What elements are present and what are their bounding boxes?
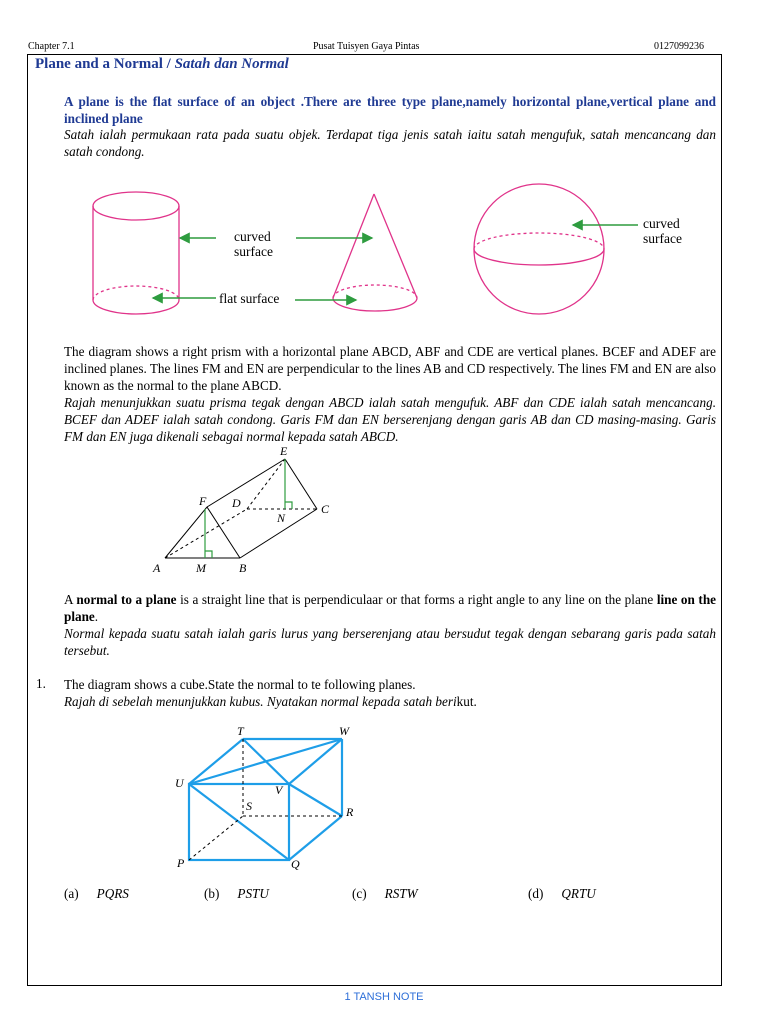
header-phone: 0127099236 xyxy=(654,41,704,52)
line-on-plane-term: line on the plane xyxy=(64,592,717,624)
flat-surface-label: flat surface xyxy=(219,291,280,306)
prism-text-malay: Rajah menunjukkan suatu prisma tegak dengan ABCD ialah satah mengufuk. ABF dan CDE ialah satah mencancang. BCEF dan ADEF ialah satah condong. Garis FM dan EN berserenjang dengan garis AB dan CD masing-masing. Garis FM dan EN juga dikenali sebagai normal kepada satah ABCD. xyxy=(64,395,716,444)
curved-surface-right-label-1: curved xyxy=(643,216,680,231)
prism-label-n: N xyxy=(277,511,286,525)
normal-definition-malay: Normal kepada suatu satah ialah garis lurus yang berserenjang atau bersudut tegak dengan sebarang garis pada satah tersebut. xyxy=(64,626,716,658)
title-en: Plane and a Normal / xyxy=(35,56,175,72)
prism-label-c: C xyxy=(321,502,330,516)
cylinder-shape xyxy=(93,192,179,314)
solids-figure xyxy=(60,180,720,330)
question-malay: Rajah di sebelah menunjukkan kubus. Nyatakan normal kepada satah berikut. xyxy=(64,694,477,709)
cube-label-w: W xyxy=(339,724,349,738)
prism-label-d: D xyxy=(232,496,241,510)
cone-shape xyxy=(333,194,417,311)
intro-english: A plane is the flat surface of an object .There are three type plane,namely horizontal plane,vertical plane and inclined plane xyxy=(64,94,716,126)
option-d: (d) QRTU xyxy=(528,886,596,901)
cube-label-s: S xyxy=(246,799,252,813)
header-center: Pusat Tuisyen Gaya Pintas xyxy=(313,41,420,52)
title-ms: Satah dan Normal xyxy=(174,56,289,72)
normal-term: normal to a plane xyxy=(76,592,177,607)
page-title xyxy=(35,56,289,73)
question-number: 1. xyxy=(36,676,46,691)
cube-figure xyxy=(170,722,370,872)
intro-malay: Satah ialah permukaan rata pada suatu objek. Terdapat tiga jenis satah iaitu satah mengufuk, satah mencancang dan satah condong. xyxy=(64,127,716,159)
sphere-shape xyxy=(474,184,604,314)
option-c: (c) RSTW xyxy=(352,886,418,901)
prism-text-english: The diagram shows a right prism with a horizontal plane ABCD, ABF and CDE are vertical planes. BCEF and ADEF are inclined planes. The lines FM and EN are perpendicular to the lines AB and CD respectively. The lines FM and EN are also known as the normal to the plane ABCD. xyxy=(64,344,717,393)
prism-label-e: E xyxy=(280,444,288,458)
prism-label-a: A xyxy=(153,561,161,575)
curved-surface-label-1: curved xyxy=(234,229,271,244)
option-a: (a) PQRS xyxy=(64,886,129,901)
prism-label-b: B xyxy=(239,561,247,575)
question-english: The diagram shows a cube.State the normal to te following planes. xyxy=(64,677,416,692)
cube-label-q: Q xyxy=(291,857,300,871)
prism-label-f: F xyxy=(199,494,207,508)
normal-definition-english: A normal to a plane is a straight line that is perpendiculaar or that forms a right angle to any line on the plane line on the plane. xyxy=(64,592,717,624)
prism-label-m: M xyxy=(196,561,206,575)
footer-note: 1 TANSH NOTE xyxy=(344,991,424,1003)
cube-label-r: R xyxy=(346,805,354,819)
prism-figure xyxy=(145,443,345,575)
cube-label-v: V xyxy=(275,783,283,797)
header-chapter: Chapter 7.1 xyxy=(28,41,75,52)
option-b: (b) PSTU xyxy=(204,886,269,901)
cube-label-p: P xyxy=(177,856,185,870)
label-arrows xyxy=(153,225,638,300)
cube-label-u: U xyxy=(175,776,184,790)
curved-surface-label-2: surface xyxy=(234,244,273,259)
cube-label-t: T xyxy=(237,724,244,738)
curved-surface-right-label-2: surface xyxy=(643,231,682,246)
